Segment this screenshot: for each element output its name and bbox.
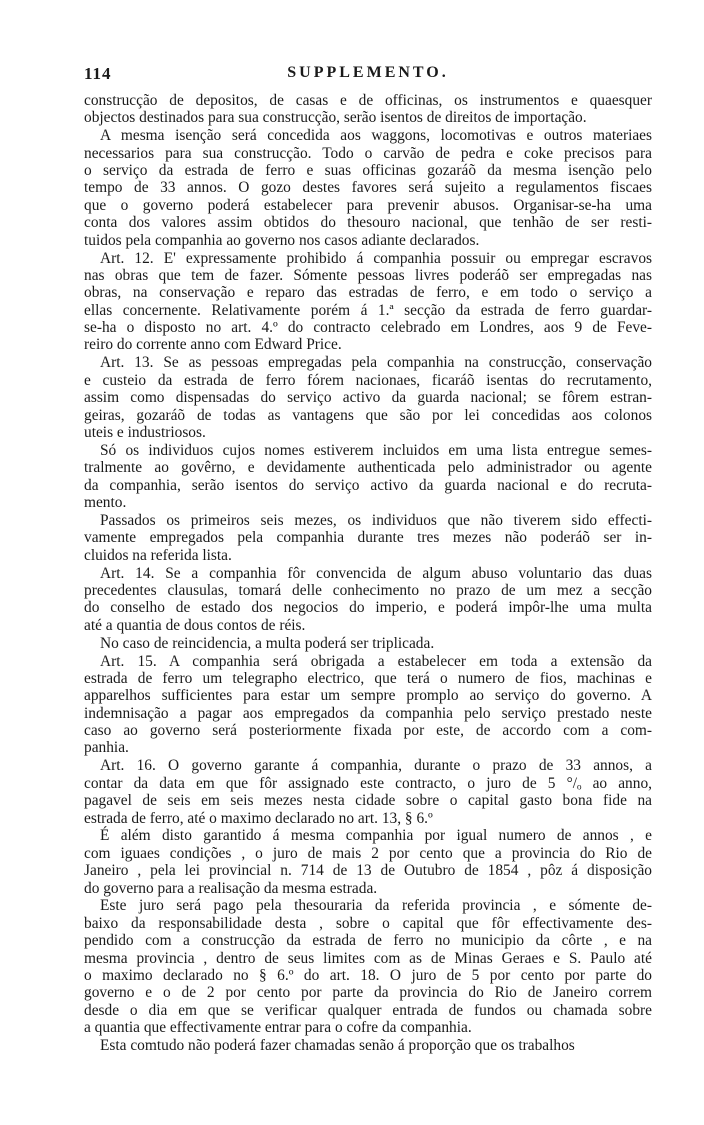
text-line: objectos destinados para sua construcção, serão isentos de direitos de importação. — [84, 109, 587, 127]
text-line: panhia. — [84, 739, 129, 757]
text-line: reiro do corrente anno com Edward Price. — [84, 336, 342, 354]
text-line: mesma provincia , dentro de seus limites com as de Minas Geraes e S. Paulo até — [84, 949, 652, 967]
paragraph — [84, 512, 652, 564]
text-line: pendido com a construcção da estrada de ferro no municipio da côrte , e na — [84, 932, 652, 950]
text-line: mento. — [84, 493, 127, 511]
text-line: Só os individuos cujos nomes estiverem incluidos em uma lista entregue semes- — [100, 441, 652, 459]
text-line: cluidos na referida lista. — [84, 546, 232, 564]
text-line: apparelhos sufficientes para estar um sempre promplo ao serviço do governo. A — [84, 687, 652, 705]
text-line: até a quantia de dous contos de réis. — [84, 616, 306, 634]
text-line: geiras, gozaráõ de todas as vantagens que são por lei concedidas aos colonos — [84, 406, 652, 424]
page-number: 114 — [84, 64, 112, 83]
text-line: o maximo declarado no § 6.º do art. 18. O juro de 5 por cento por parte do — [84, 967, 652, 985]
text-line: A mesma isenção será concedida aos waggons, locomotivas e outros materiaes — [100, 127, 652, 145]
text-line: da companhia, serão isentos do serviço activo da guarda nacional e do recruta- — [84, 476, 652, 494]
text-line: assim como dispensadas do serviço activo da guarda nacional; se fôrem estran- — [84, 389, 652, 407]
paragraph — [84, 92, 652, 127]
text-line: É além disto garantido á mesma companhia por igual numero de annos , e — [100, 827, 652, 845]
text-line: Janeiro , pela lei provincial n. 714 de 13 de Outubro de 1854 , pôz á disposição — [84, 862, 652, 880]
paragraph — [84, 354, 652, 441]
text-line: Art. 16. O governo garante á companhia, durante o prazo de 33 annos, a — [100, 757, 652, 775]
text-line: caso ao governo será posteriormente fixada por este, de accordo com a com- — [84, 722, 652, 740]
paragraph — [84, 565, 652, 635]
text-line: vamente empregados pela companhia durante tres mezes não poderáõ ser in- — [84, 529, 652, 547]
paragraph — [84, 1037, 652, 1054]
text-line: a quantia que effectivamente entrar para o cofre da companhia. — [84, 1019, 472, 1037]
text-line: nas obras que tem de fazer. Sómente pessoas livres poderáõ ser empregadas nas — [84, 266, 652, 284]
text-line: tralmente ao govêrno, e devidamente authenticada pelo administrador ou agente — [84, 459, 652, 477]
body-text — [84, 92, 652, 1055]
text-line: tempo de 33 annos. O gozo destes favores será sujeito a regulamentos fiscaes — [84, 179, 652, 197]
text-line: precedentes clausulas, tomará delle conhecimento no prazo de um mez a secção — [84, 581, 652, 599]
text-line: tuidos pela companhia ao governo nos casos adiante declarados. — [84, 231, 480, 249]
paragraph — [84, 897, 652, 1036]
text-line: que o governo poderá estabelecer para prevenir abusos. Organisar-se-ha uma — [84, 196, 652, 214]
paragraph — [84, 250, 652, 354]
text-line: o serviço da estrada de ferro e suas officinas gozaráõ da mesma isenção pelo — [84, 162, 652, 180]
text-line: Art. 15. A companhia será obrigada a estabelecer em toda a extensão da — [100, 652, 652, 670]
paragraph — [84, 653, 652, 757]
text-line: Passados os primeiros seis mezes, os individuos que não tiverem sido effecti- — [100, 511, 652, 529]
text-line: Art. 14. Se a companhia fôr convencida de algum abuso voluntario das duas — [100, 564, 652, 582]
running-title: SUPPLEMENTO. — [287, 64, 449, 81]
text-line: necessarios para sua construcção. Todo o carvão de pedra e coke precisos para — [84, 144, 652, 162]
paragraph — [84, 635, 652, 652]
text-line: ellas concernente. Relativamente porém á 1.ª secção da estrada de ferro guardar- — [84, 301, 652, 319]
text-line: pagavel de seis em seis mezes nesta cidade sobre o capital gasto bona fide na — [84, 792, 652, 810]
text-line: estrada de ferro, até o maximo declarado no art. 13, § 6.º — [84, 809, 433, 827]
text-line: com iguaes condições , o juro de mais 2 por cento que a provincia do Rio de — [84, 844, 652, 862]
text-line: do governo para a realisação da mesma estrada. — [84, 879, 378, 897]
text-line: construcção de depositos, de casas e de officinas, os instrumentos e quaesquer — [84, 92, 652, 109]
text-line: estrada de ferro um telegrapho electrico, que terá o numero de fios, machinas e — [84, 669, 652, 687]
text-line: Esta comtudo não poderá fazer chamadas senão á proporção que os trabalhos — [100, 1037, 575, 1055]
page-header — [84, 64, 652, 86]
text-line: Art. 13. Se as pessoas empregadas pela companhia na construcção, conservação — [100, 354, 652, 372]
text-line: e custeio da estrada de ferro fórem nacionaes, ficaráõ isentas do recrutamento, — [84, 371, 652, 389]
text-line: desde o dia em que se verificar qualquer entrada de fundos ou chamada sobre — [84, 1001, 652, 1019]
text-line: baixo da responsabilidade desta , sobre o capital que fôr effectivamente des- — [84, 914, 652, 932]
text-line: No caso de reincidencia, a multa poderá ser triplicada. — [100, 634, 435, 652]
text-line: obras, na conservação e reparo das estradas de ferro, e em todo o serviço a — [84, 284, 652, 302]
text-line: indemnisação a pagar aos empregados da companhia pelo serviço prestado neste — [84, 704, 652, 722]
text-line: uteis e industriosos. — [84, 423, 206, 441]
paragraph — [84, 757, 652, 827]
text-line: contar da data em que fôr assignado este contracto, o juro de 5 °/ₒ ao anno, — [84, 774, 652, 792]
text-line: governo e o de 2 por cento por parte da provincia do Rio de Janeiro correm — [84, 984, 652, 1002]
text-line: se-ha o disposto no art. 4.º do contracto celebrado em Londres, aos 9 de Feve- — [84, 319, 652, 337]
text-line: conta dos valores assim obtidos do thesouro nacional, que tenhão de ser resti- — [84, 214, 652, 232]
paragraph — [84, 827, 652, 897]
paragraph — [84, 127, 652, 249]
text-line: Art. 12. E' expressamente prohibido á companhia possuir ou empregar escravos — [100, 249, 652, 267]
paragraph — [84, 442, 652, 512]
text-line: Este juro será pago pela thesouraria da referida provincia , e sómente de- — [100, 897, 652, 915]
text-line: do conselho de estado dos negocios do imperio, e poderá impôr-lhe uma multa — [84, 599, 652, 617]
